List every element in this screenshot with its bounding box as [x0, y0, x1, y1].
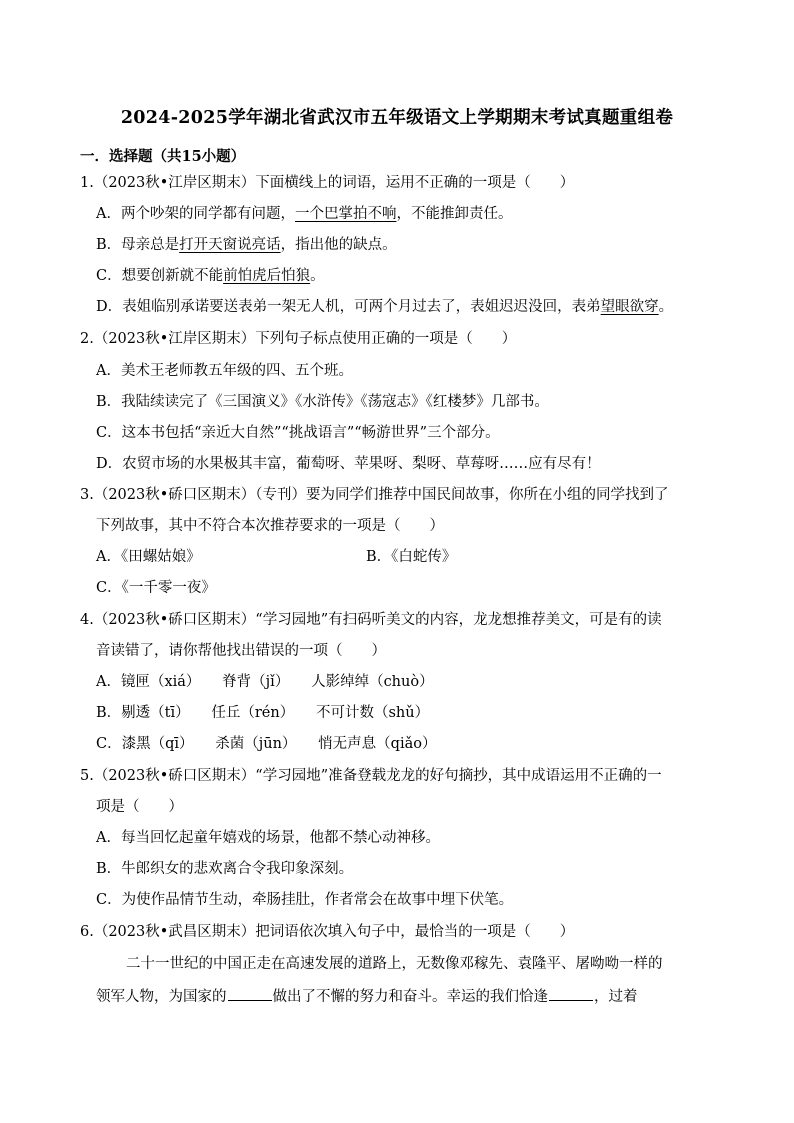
question-6-passage-line-1: 二十一世纪的中国正走在高速发展的道路上，无数像邓稼先、袁隆平、屠呦呦一样的 — [126, 956, 663, 972]
question-2-option-d: D．农贸市场的水果极其丰富，葡萄呀、苹果呀、梨呀、草莓呀……应有尽有！ — [96, 456, 601, 472]
question-2-option-c: C．这本书包括“亲近大自然”“挑战语言”“畅游世界”三个部分。 — [96, 425, 500, 441]
question-4-option-c: C．漆黑（qī） 杀菌（jūn） 悄无声息（qiǎo） — [96, 736, 437, 752]
question-6-passage-line-2 — [96, 986, 638, 1006]
question-6-stem: 6.（2023秋•武昌区期末）把词语依次填入句子中，最恰当的一项是（ ） — [80, 924, 575, 940]
question-2-option-b: B．我陆续读完了《三国演义》《水浒传》《荡寇志》《红楼梦》几部书。 — [96, 394, 549, 410]
question-5-option-c: C．为使作品情节生动，牵肠挂肚，作者常会在故事中埋下伏笔。 — [96, 892, 514, 908]
passage-text: ，过着 — [594, 989, 638, 1005]
underlined-phrase: 前怕虎后怕狼 — [223, 268, 311, 284]
question-2-option-a: A．美术王老师教五年级的四、五个班。 — [96, 363, 353, 379]
question-5-option-b: B．牛郎织女的悲欢离合令我印象深刻。 — [96, 861, 354, 877]
option-text: C．想要创新就不能 — [96, 268, 224, 284]
fill-blank — [228, 986, 272, 1001]
question-4-option-b: B．剔透（tī） 任丘（rén） 不可计数（shǔ） — [96, 705, 430, 721]
page-title: 2024-2025学年湖北省武汉市五年级语文上学期期末考试真题重组卷 — [120, 108, 674, 128]
underlined-phrase: 望眼欲穿 — [600, 299, 659, 315]
question-3-option-a: A．《田螺姑娘》 — [96, 549, 201, 565]
underlined-phrase: 一个巴掌拍不响 — [294, 206, 397, 222]
option-text: D．表姐临别承诺要送表弟一架无人机，可两个月过去了，表姐迟迟没回，表弟 — [96, 299, 601, 315]
option-text: 。 — [658, 299, 674, 315]
question-5-stem-cont: 项是（ ） — [96, 799, 183, 815]
option-text: A．两个吵架的同学都有问题， — [96, 206, 295, 222]
option-text: B．母亲总是 — [96, 237, 180, 253]
option-text: ，指出他的缺点。 — [280, 237, 397, 253]
question-1-option-d — [96, 297, 673, 317]
question-5-stem: 5.（2023秋•硚口区期末）“学习园地”准备登载龙龙的好句摘抄，其中成语运用不正确的一 — [80, 768, 662, 784]
underlined-phrase: 打开天窗说亮话 — [179, 237, 281, 253]
question-1-stem: 1.（2023秋•江岸区期末）下面横线上的词语，运用不正确的一项是（ ） — [80, 175, 575, 191]
option-text: 。 — [310, 268, 325, 284]
question-5-option-a: A．每当回忆起童年嬉戏的场景，他都不禁心动神移。 — [96, 830, 440, 846]
question-4-stem: 4.（2023秋•硚口区期末）“学习园地”有扫码听美文的内容，龙龙想推荐美文，可是有的读 — [80, 612, 662, 628]
question-1-option-b — [96, 235, 397, 255]
question-3-option-c: C．《一千零一夜》 — [96, 580, 216, 596]
passage-text: 领军人物，为国家的 — [96, 989, 227, 1005]
question-4-stem-cont: 音读错了，请你帮他找出错误的一项（ ） — [96, 643, 386, 659]
question-2-stem: 2.（2023秋•江岸区期末）下列句子标点使用正确的一项是（ ） — [80, 331, 517, 347]
passage-text: 做出了不懈的努力和奋斗。幸运的我们恰逢 — [272, 989, 548, 1005]
question-1-option-a — [96, 204, 512, 224]
question-3-stem: 3.（2023秋•硚口区期末）（专刊）要为同学们推荐中国民间故事，你所在小组的同学找到了 — [80, 487, 669, 503]
section-heading: 一．选择题（共15小题） — [80, 148, 246, 165]
question-3-stem-cont: 下列故事，其中不符合本次推荐要求的一项是（ ） — [96, 518, 444, 534]
question-4-option-a: A．镜匣（xiá） 脊背（jǐ） 人影绰绰（chuò） — [96, 674, 434, 690]
question-3-option-b: B．《白蛇传》 — [366, 549, 457, 565]
option-text: ，不能推卸责任。 — [396, 206, 513, 222]
fill-blank — [549, 986, 593, 1001]
question-1-option-c — [96, 266, 325, 286]
